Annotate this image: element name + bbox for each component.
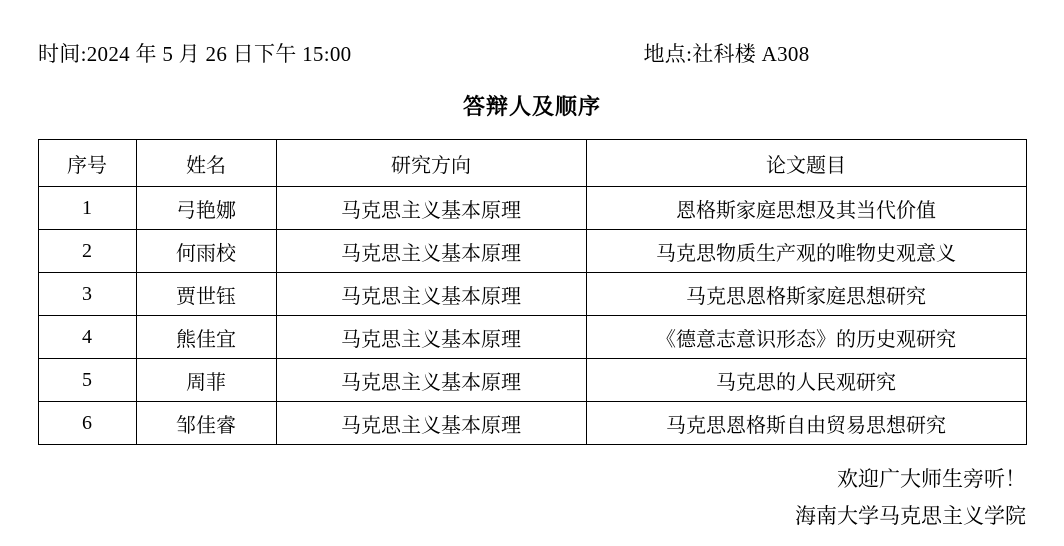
cell-paper: 马克思恩格斯家庭思想研究 (586, 273, 1026, 316)
column-header-seq: 序号 (38, 140, 136, 187)
cell-seq: 4 (38, 316, 136, 359)
cell-field: 马克思主义基本原理 (276, 359, 586, 402)
table-row (38, 273, 1026, 316)
table-row (38, 230, 1026, 273)
table-header-row (38, 140, 1026, 187)
table-row (38, 402, 1026, 445)
cell-seq: 1 (38, 187, 136, 230)
table-row (38, 359, 1026, 402)
column-header-paper: 论文题目 (586, 140, 1026, 187)
cell-name: 弓艳娜 (136, 187, 276, 230)
footer-organization: 海南大学马克思主义学院 (795, 503, 1026, 528)
footer-welcome-note: 欢迎广大师生旁听！ (837, 467, 1026, 491)
cell-paper: 马克思的人民观研究 (586, 359, 1026, 402)
cell-name: 何雨校 (136, 230, 276, 273)
cell-paper: 马克思恩格斯自由贸易思想研究 (586, 402, 1026, 445)
cell-seq: 6 (38, 402, 136, 445)
column-header-name: 姓名 (136, 140, 276, 187)
page-title: 答辩人及顺序 (462, 94, 601, 119)
column-header-field: 研究方向 (276, 140, 586, 187)
cell-seq: 3 (38, 273, 136, 316)
table-row (38, 316, 1026, 359)
cell-name: 邹佳睿 (136, 402, 276, 445)
document-footer (0, 461, 1064, 535)
cell-paper: 恩格斯家庭思想及其当代价值 (586, 187, 1026, 230)
cell-field: 马克思主义基本原理 (276, 187, 586, 230)
cell-field: 马克思主义基本原理 (276, 230, 586, 273)
meeting-location: 地点:社科楼 A308 (643, 42, 810, 66)
meeting-time: 时间:2024 年 5 月 26 日下午 15:00 (38, 42, 352, 66)
cell-name: 贾世钰 (136, 273, 276, 316)
cell-paper: 马克思物质生产观的唯物史观意义 (586, 230, 1026, 273)
cell-seq: 5 (38, 359, 136, 402)
cell-name: 熊佳宜 (136, 316, 276, 359)
cell-name: 周菲 (136, 359, 276, 402)
cell-field: 马克思主义基本原理 (276, 273, 586, 316)
cell-field: 马克思主义基本原理 (276, 316, 586, 359)
cell-paper: 《德意志意识形态》的历史观研究 (586, 316, 1026, 359)
cell-field: 马克思主义基本原理 (276, 402, 586, 445)
document-header (0, 0, 1064, 68)
table-row (38, 187, 1026, 230)
defense-order-table (38, 139, 1027, 445)
cell-seq: 2 (38, 230, 136, 273)
